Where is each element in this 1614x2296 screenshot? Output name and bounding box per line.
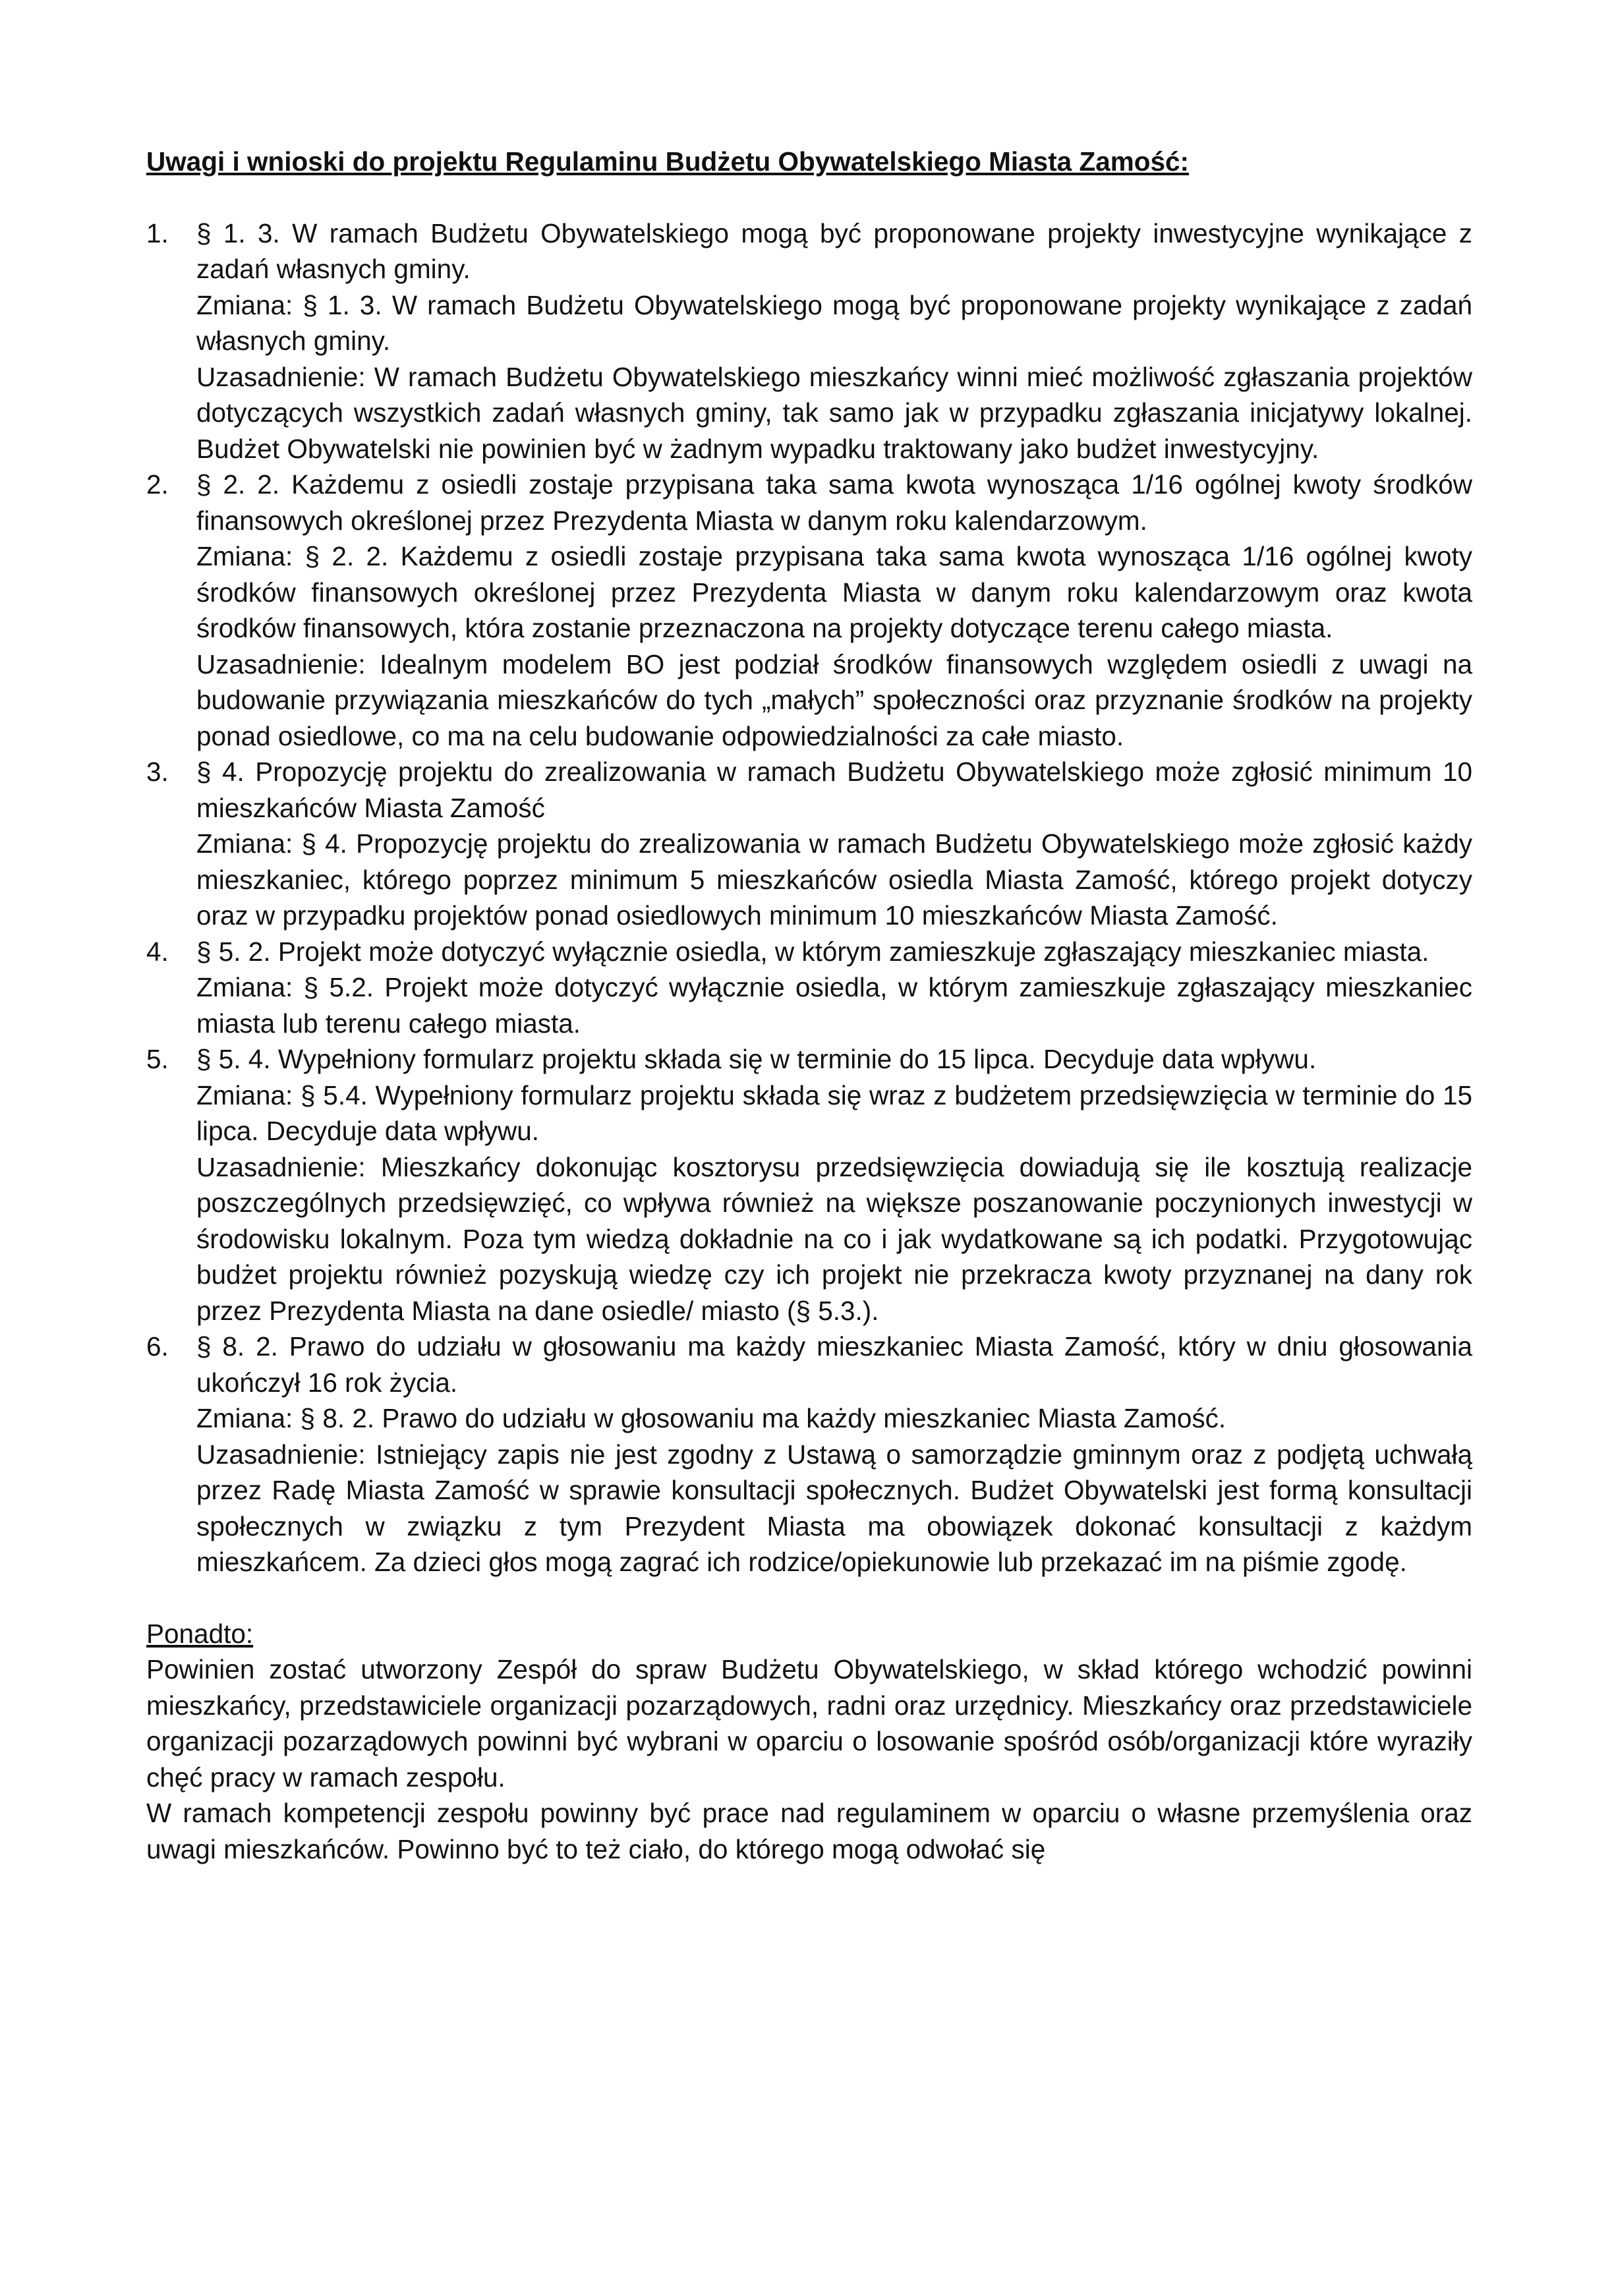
item-number: 3. (146, 757, 169, 787)
item-paragraph-original: § 2. 2. Każdemu z osiedli zostaje przypisana taka sama kwota wynosząca 1/16 ogólnej kwoty środków finansowych określonej przez Prezydenta Miasta w danym roku kalendarzowym. (196, 469, 1472, 536)
section-paragraph: Powinien zostać utworzony Zespół do spraw Budżetu Obywatelskiego, w skład którego wchodzić powinni mieszkańcy, przedstawiciele organizacji pozarządowych, radni oraz urzędnicy. Mieszkańcy oraz przedstawiciele organizacji pozarządowych powinni być wybrani w oparciu o losowanie spośród osób/organizacji które wyraziły chęć pracy w ramach zespołu. (146, 1654, 1472, 1793)
item-paragraph-change: Zmiana: § 4. Propozycję projektu do zrealizowania w ramach Budżetu Obywatelskiego może zgłosić każdy mieszkaniec, którego poprzez minimum 5 mieszkańców osiedla Miasta Zamość, którego projekt dotyczy oraz w przypadku projektów ponad osiedlowych minimum 10 mieszkańców Miasta Zamość. (196, 828, 1472, 931)
item-paragraph-change: Zmiana: § 8. 2. Prawo do udziału w głosowaniu ma każdy mieszkaniec Miasta Zamość. (196, 1403, 1226, 1433)
remarks-list (146, 215, 1472, 1580)
list-item (146, 1329, 1472, 1580)
list-item (146, 754, 1472, 934)
item-paragraph-change: Zmiana: § 2. 2. Każdemu z osiedli zostaje przypisana taka sama kwota wynosząca 1/16 ogólnej kwoty środków finansowych określonej przez Prezydenta Miasta w danym roku kalendarzowym oraz kwota środków finansowych, która zostanie przeznaczona na projekty dotyczące terenu całego miasta. (196, 541, 1472, 643)
item-paragraph-justification: Uzasadnienie: W ramach Budżetu Obywatelskiego mieszkańcy winni mieć możliwość zgłaszania projektów dotyczących wszystkich zadań własnych gminy, tak samo jak w przypadku zgłaszania inicjatywy lokalnej. Budżet Obywatelski nie powinien być w żadnym wypadku traktowany jako budżet inwestycyjny. (196, 361, 1472, 464)
spacer (146, 1580, 1472, 1616)
item-paragraph-justification: Uzasadnienie: Istniejący zapis nie jest zgodny z Ustawą o samorządzie gminnym oraz z podjętą uchwałą przez Radę Miasta Zamość w sprawie konsultacji społecznych. Budżet Obywatelski jest formą konsultacji społecznych w związku z tym Prezydent Miasta ma obowiązek dokonać konsultacji z każdym mieszkańcem. Za dzieci głos mogą zagrać ich rodzice/opiekunowie lub przekazać im na piśmie zgodę. (196, 1439, 1472, 1577)
list-item (146, 215, 1472, 467)
item-paragraph-justification: Uzasadnienie: Mieszkańcy dokonując kosztorysu przedsięwzięcia dowiadują się ile kosztują realizacje poszczególnych przedsięwzięć, co wpływa również na większe poszanowanie poczynionych inwestycji w środowisku lokalnym. Poza tym wiedzą dokładnie na co i jak wydatkowane są ich podatki. Przygotowując budżet projektu również pozyskują wiedzę czy ich projekt nie przekracza kwoty przyznanej na dany rok przez Prezydenta Miasta na dane osiedle/ miasto (§ 5.3.). (196, 1151, 1472, 1326)
item-paragraph-original: § 5. 4. Wypełniony formularz projektu składa się w terminie do 15 lipca. Decyduje data wpływu. (196, 1044, 1317, 1074)
item-number: 4. (146, 936, 169, 967)
item-paragraph-original: § 8. 2. Prawo do udziału w głosowaniu ma każdy mieszkaniec Miasta Zamość, który w dniu głosowania ukończył 16 rok życia. (196, 1331, 1472, 1398)
list-item (146, 934, 1472, 1042)
item-paragraph-original: § 1. 3. W ramach Budżetu Obywatelskiego mogą być proponowane projekty inwestycyjne wynikające z zadań własnych gminy. (196, 217, 1472, 284)
item-number: 5. (146, 1044, 169, 1074)
document-title: Uwagi i wnioski do projektu Regulaminu Budżetu Obywatelskiego Miasta Zamość: (146, 146, 1190, 177)
section-paragraph: W ramach kompetencji zespołu powinny być prace nad regulaminem w oparciu o własne przemyślenia oraz uwagi mieszkańców. Powinno być to też ciało, do którego mogą odwołać się (146, 1798, 1472, 1864)
list-item (146, 1041, 1472, 1329)
item-paragraph-change: Zmiana: § 5.4. Wypełniony formularz projektu składa się wraz z budżetem przedsięwzięcia w terminie do 15 lipca. Decyduje data wpływu. (196, 1079, 1472, 1146)
item-paragraph-original: § 4. Propozycję projektu do zrealizowania w ramach Budżetu Obywatelskiego może zgłosić minimum 10 mieszkańców Miasta Zamość (196, 757, 1472, 823)
spacer (146, 180, 1472, 215)
item-number: 2. (146, 469, 169, 500)
item-paragraph-justification: Uzasadnienie: Idealnym modelem BO jest podział środków finansowych względem osiedli z uwagi na budowanie przywiązania mieszkańców do tych „małych” społeczności oraz przyznanie środków na projekty ponad osiedlowe, co ma na celu budowanie odpowiedzialności za całe miasto. (196, 648, 1472, 751)
item-number: 6. (146, 1331, 169, 1362)
item-paragraph-change: Zmiana: § 1. 3. W ramach Budżetu Obywatelskiego mogą być proponowane projekty wynikające z zadań własnych gminy. (196, 289, 1472, 356)
section-title-ponadto: Ponadto: (146, 1618, 254, 1649)
document-page (146, 144, 1472, 1867)
item-number: 1. (146, 217, 169, 248)
item-paragraph-original: § 5. 2. Projekt może dotyczyć wyłącznie osiedla, w którym zamieszkuje zgłaszający mieszkaniec miasta. (196, 936, 1429, 967)
item-paragraph-change: Zmiana: § 5.2. Projekt może dotyczyć wyłącznie osiedla, w którym zamieszkuje zgłaszający mieszkaniec miasta lub terenu całego miasta. (196, 972, 1472, 1039)
list-item (146, 467, 1472, 754)
